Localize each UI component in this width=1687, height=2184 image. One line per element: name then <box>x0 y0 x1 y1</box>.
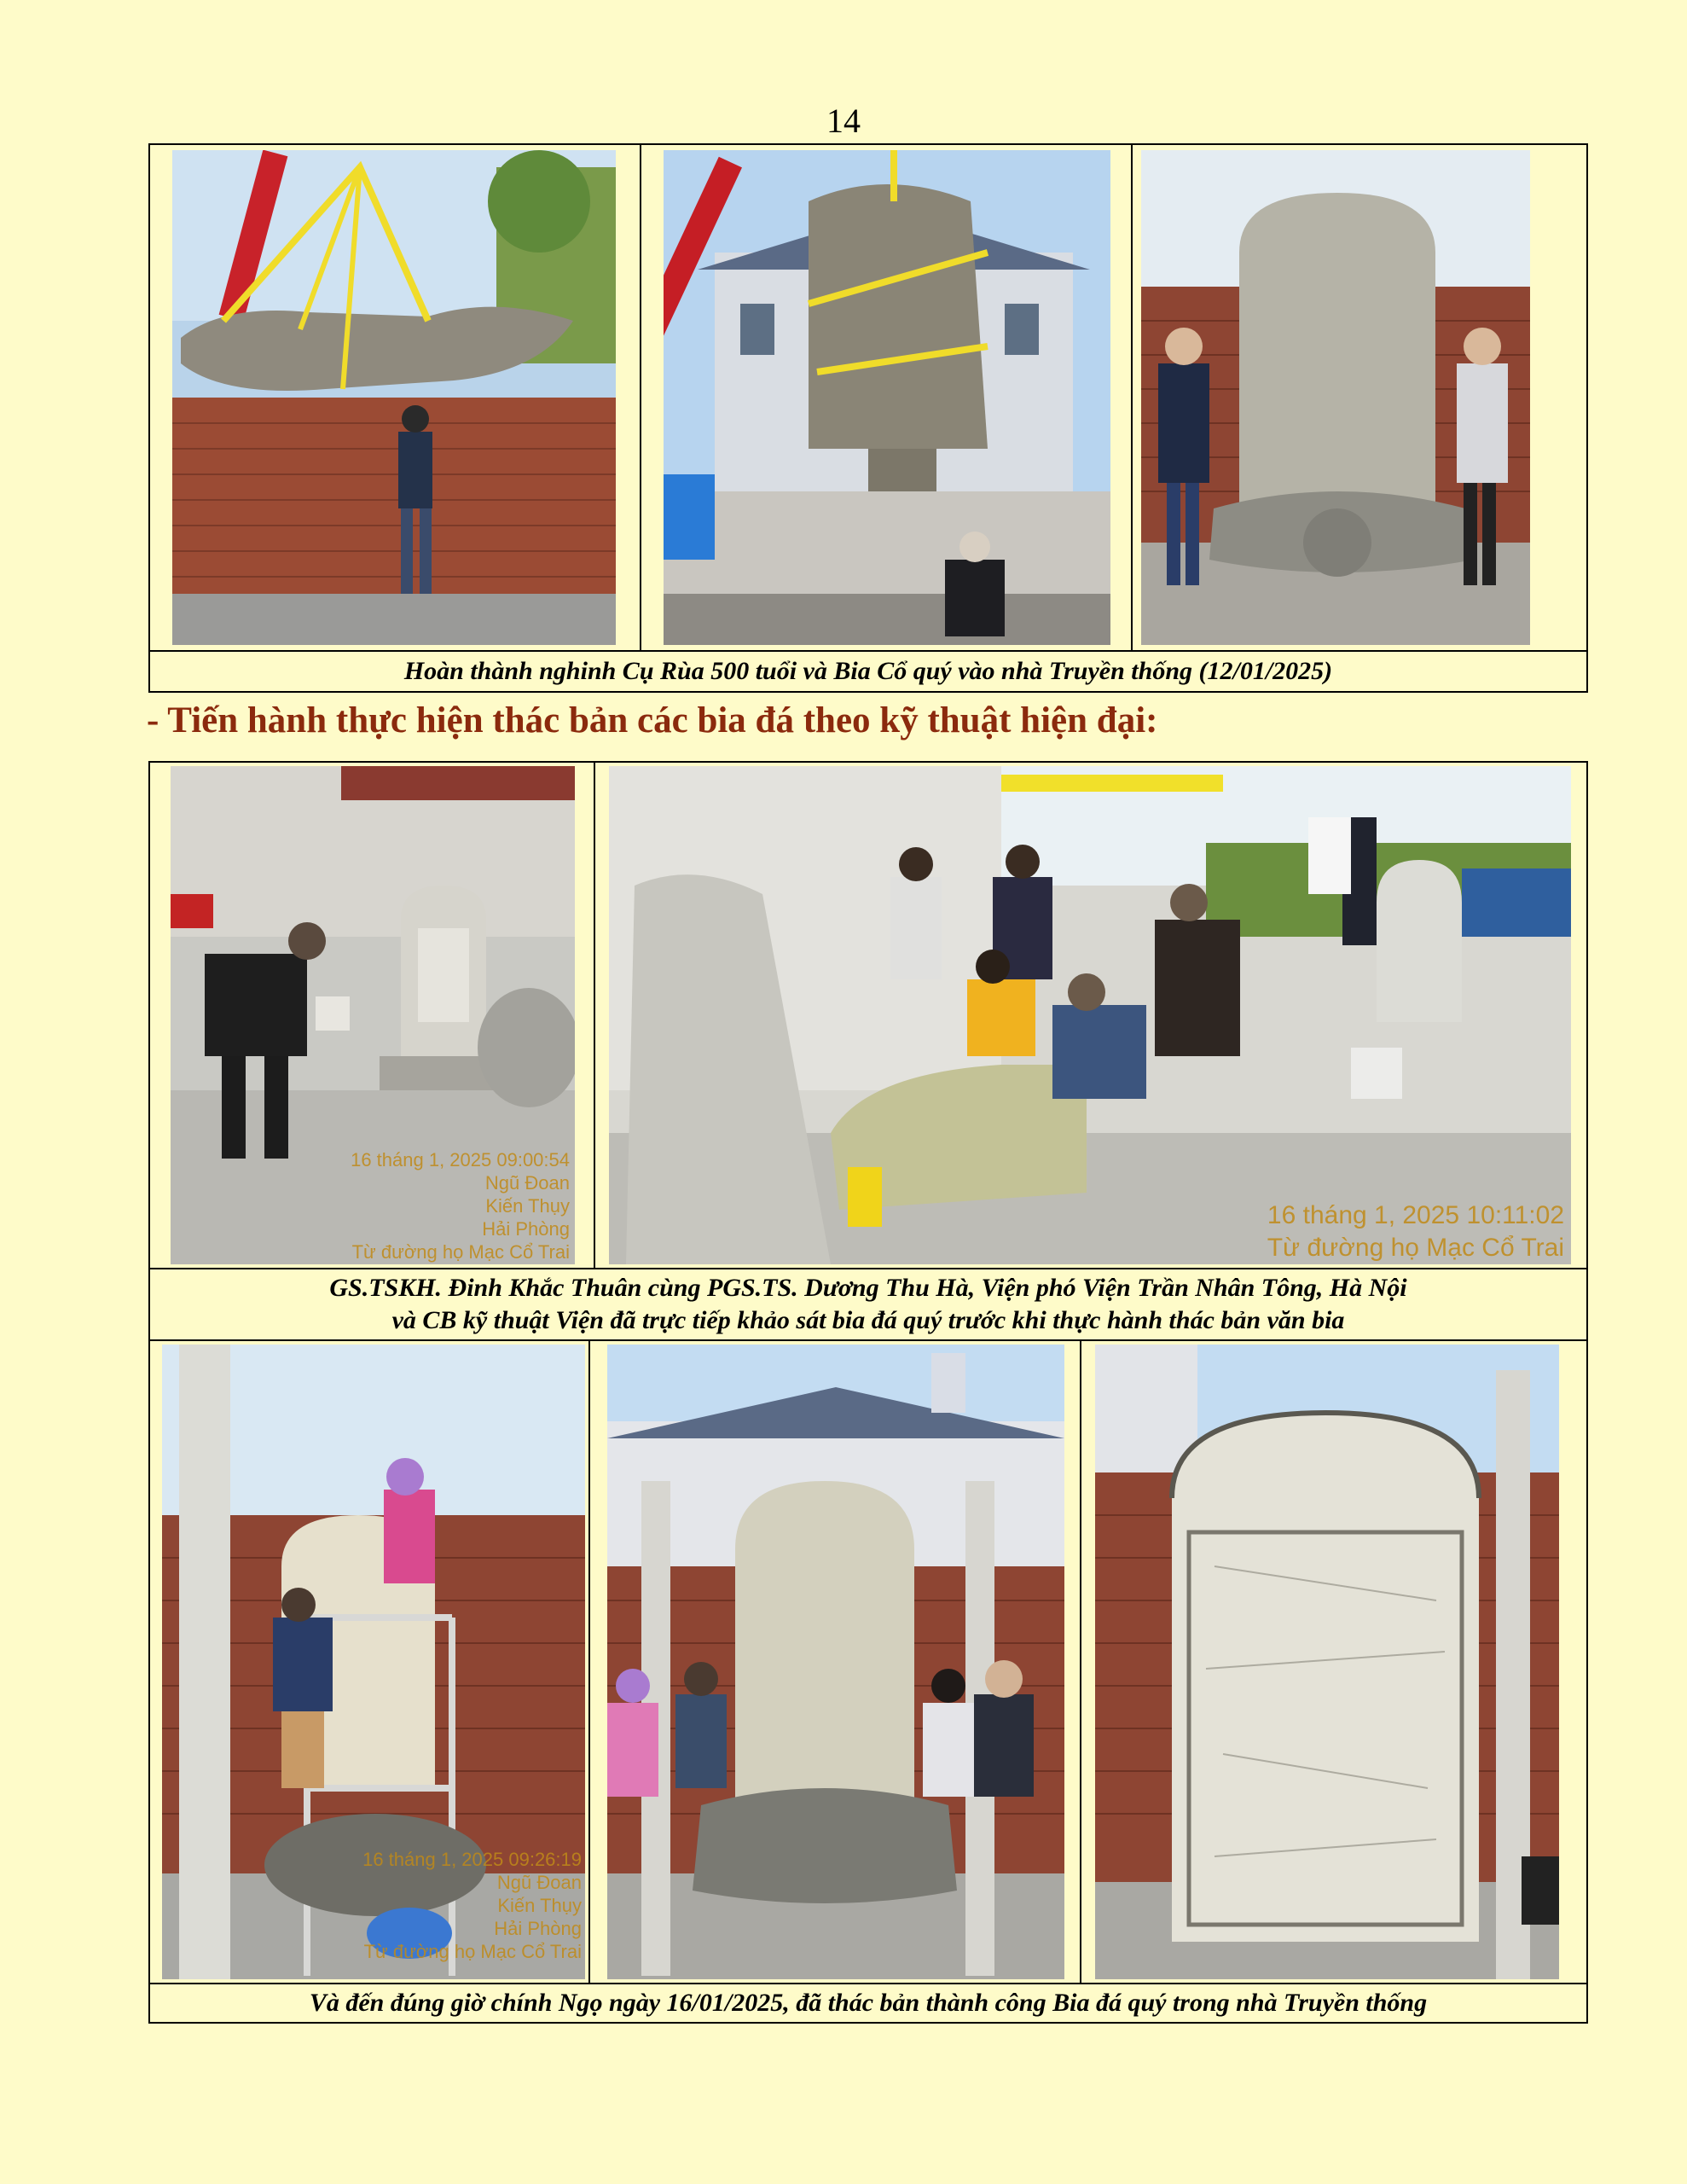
photo-stele-on-turtle-two-men <box>1141 150 1530 645</box>
stamp-left-line-4: Hải Phòng <box>482 1218 570 1240</box>
photo-cell-2 <box>641 145 1133 650</box>
photo-cell-8 <box>1081 1341 1586 1983</box>
stamp-right-line-2: Từ đường họ Mạc Cổ Trai <box>1267 1234 1564 1262</box>
caption-section-2-line-2: và CB kỹ thuật Viện đã trực tiếp khảo sát bia đá quý trước khi thực hành thác bản văn bia <box>391 1306 1345 1334</box>
caption-section-1 <box>148 650 1588 693</box>
caption-section-2 <box>148 1268 1588 1341</box>
caption-section-1-text: Hoàn thành nghinh Cụ Rùa 500 tuổi và Bia Cổ quý vào nhà Truyền thống (12/01/2025) <box>403 657 1333 685</box>
stamp-left-line-1: 16 tháng 1, 2025 09:00:54 <box>351 1149 570 1170</box>
photo-cell-5 <box>595 763 1586 1268</box>
page-number: 14 <box>826 102 861 140</box>
section-heading: - Tiến hành thực hiện thác bản các bia đá theo kỹ thuật hiện đại: <box>147 700 1158 741</box>
photo-grid-2 <box>148 761 1588 1269</box>
photo-cell-4 <box>150 763 595 1268</box>
photo-crane-lifting-turtle <box>172 150 616 645</box>
stamp-bottom-line-3: Kiến Thụy <box>497 1895 582 1916</box>
timestamp-stamp-right <box>1124 1199 1564 1264</box>
photo-completed-rubbing <box>1095 1345 1559 1979</box>
photo-grid-3 <box>148 1339 1588 1984</box>
photo-cell-6 <box>150 1341 590 1983</box>
stamp-left-line-3: Kiến Thụy <box>485 1195 570 1217</box>
photo-cell-1 <box>150 145 641 650</box>
caption-section-3-text: Và đến đúng giờ chính Ngọ ngày 16/01/2025, đã thác bản thành công Bia đá quý trong nhà Truyền thống <box>309 1989 1428 2017</box>
stamp-bottom-line-1: 16 tháng 1, 2025 09:26:19 <box>362 1849 582 1870</box>
photo-grid-1 <box>148 143 1588 652</box>
stamp-bottom-line-4: Hải Phòng <box>494 1918 582 1939</box>
caption-section-3 <box>148 1983 1588 2024</box>
stamp-right-line-1: 16 tháng 1, 2025 10:11:02 <box>1267 1201 1564 1229</box>
photo-group-with-stele <box>607 1345 1064 1979</box>
stamp-left-line-5: Từ đường họ Mạc Cổ Trai <box>351 1241 570 1263</box>
timestamp-stamp-left <box>278 1148 570 1263</box>
stamp-bottom-line-2: Ngũ Đoan <box>496 1872 582 1893</box>
photo-crane-lifting-stele <box>664 150 1110 645</box>
caption-section-2-line-1: GS.TSKH. Đinh Khắc Thuân cùng PGS.TS. Dương Thu Hà, Viện phó Viện Trần Nhân Tông, Hà Nội <box>329 1274 1407 1302</box>
photo-scholars-surveying-stele <box>609 766 1571 1264</box>
timestamp-stamp-bottom <box>261 1848 582 1963</box>
photo-cell-7 <box>590 1341 1081 1983</box>
photo-cell-3 <box>1133 145 1586 650</box>
stamp-bottom-line-5: Từ đường họ Mạc Cổ Trai <box>363 1941 582 1962</box>
stamp-left-line-2: Ngũ Đoan <box>484 1172 570 1194</box>
